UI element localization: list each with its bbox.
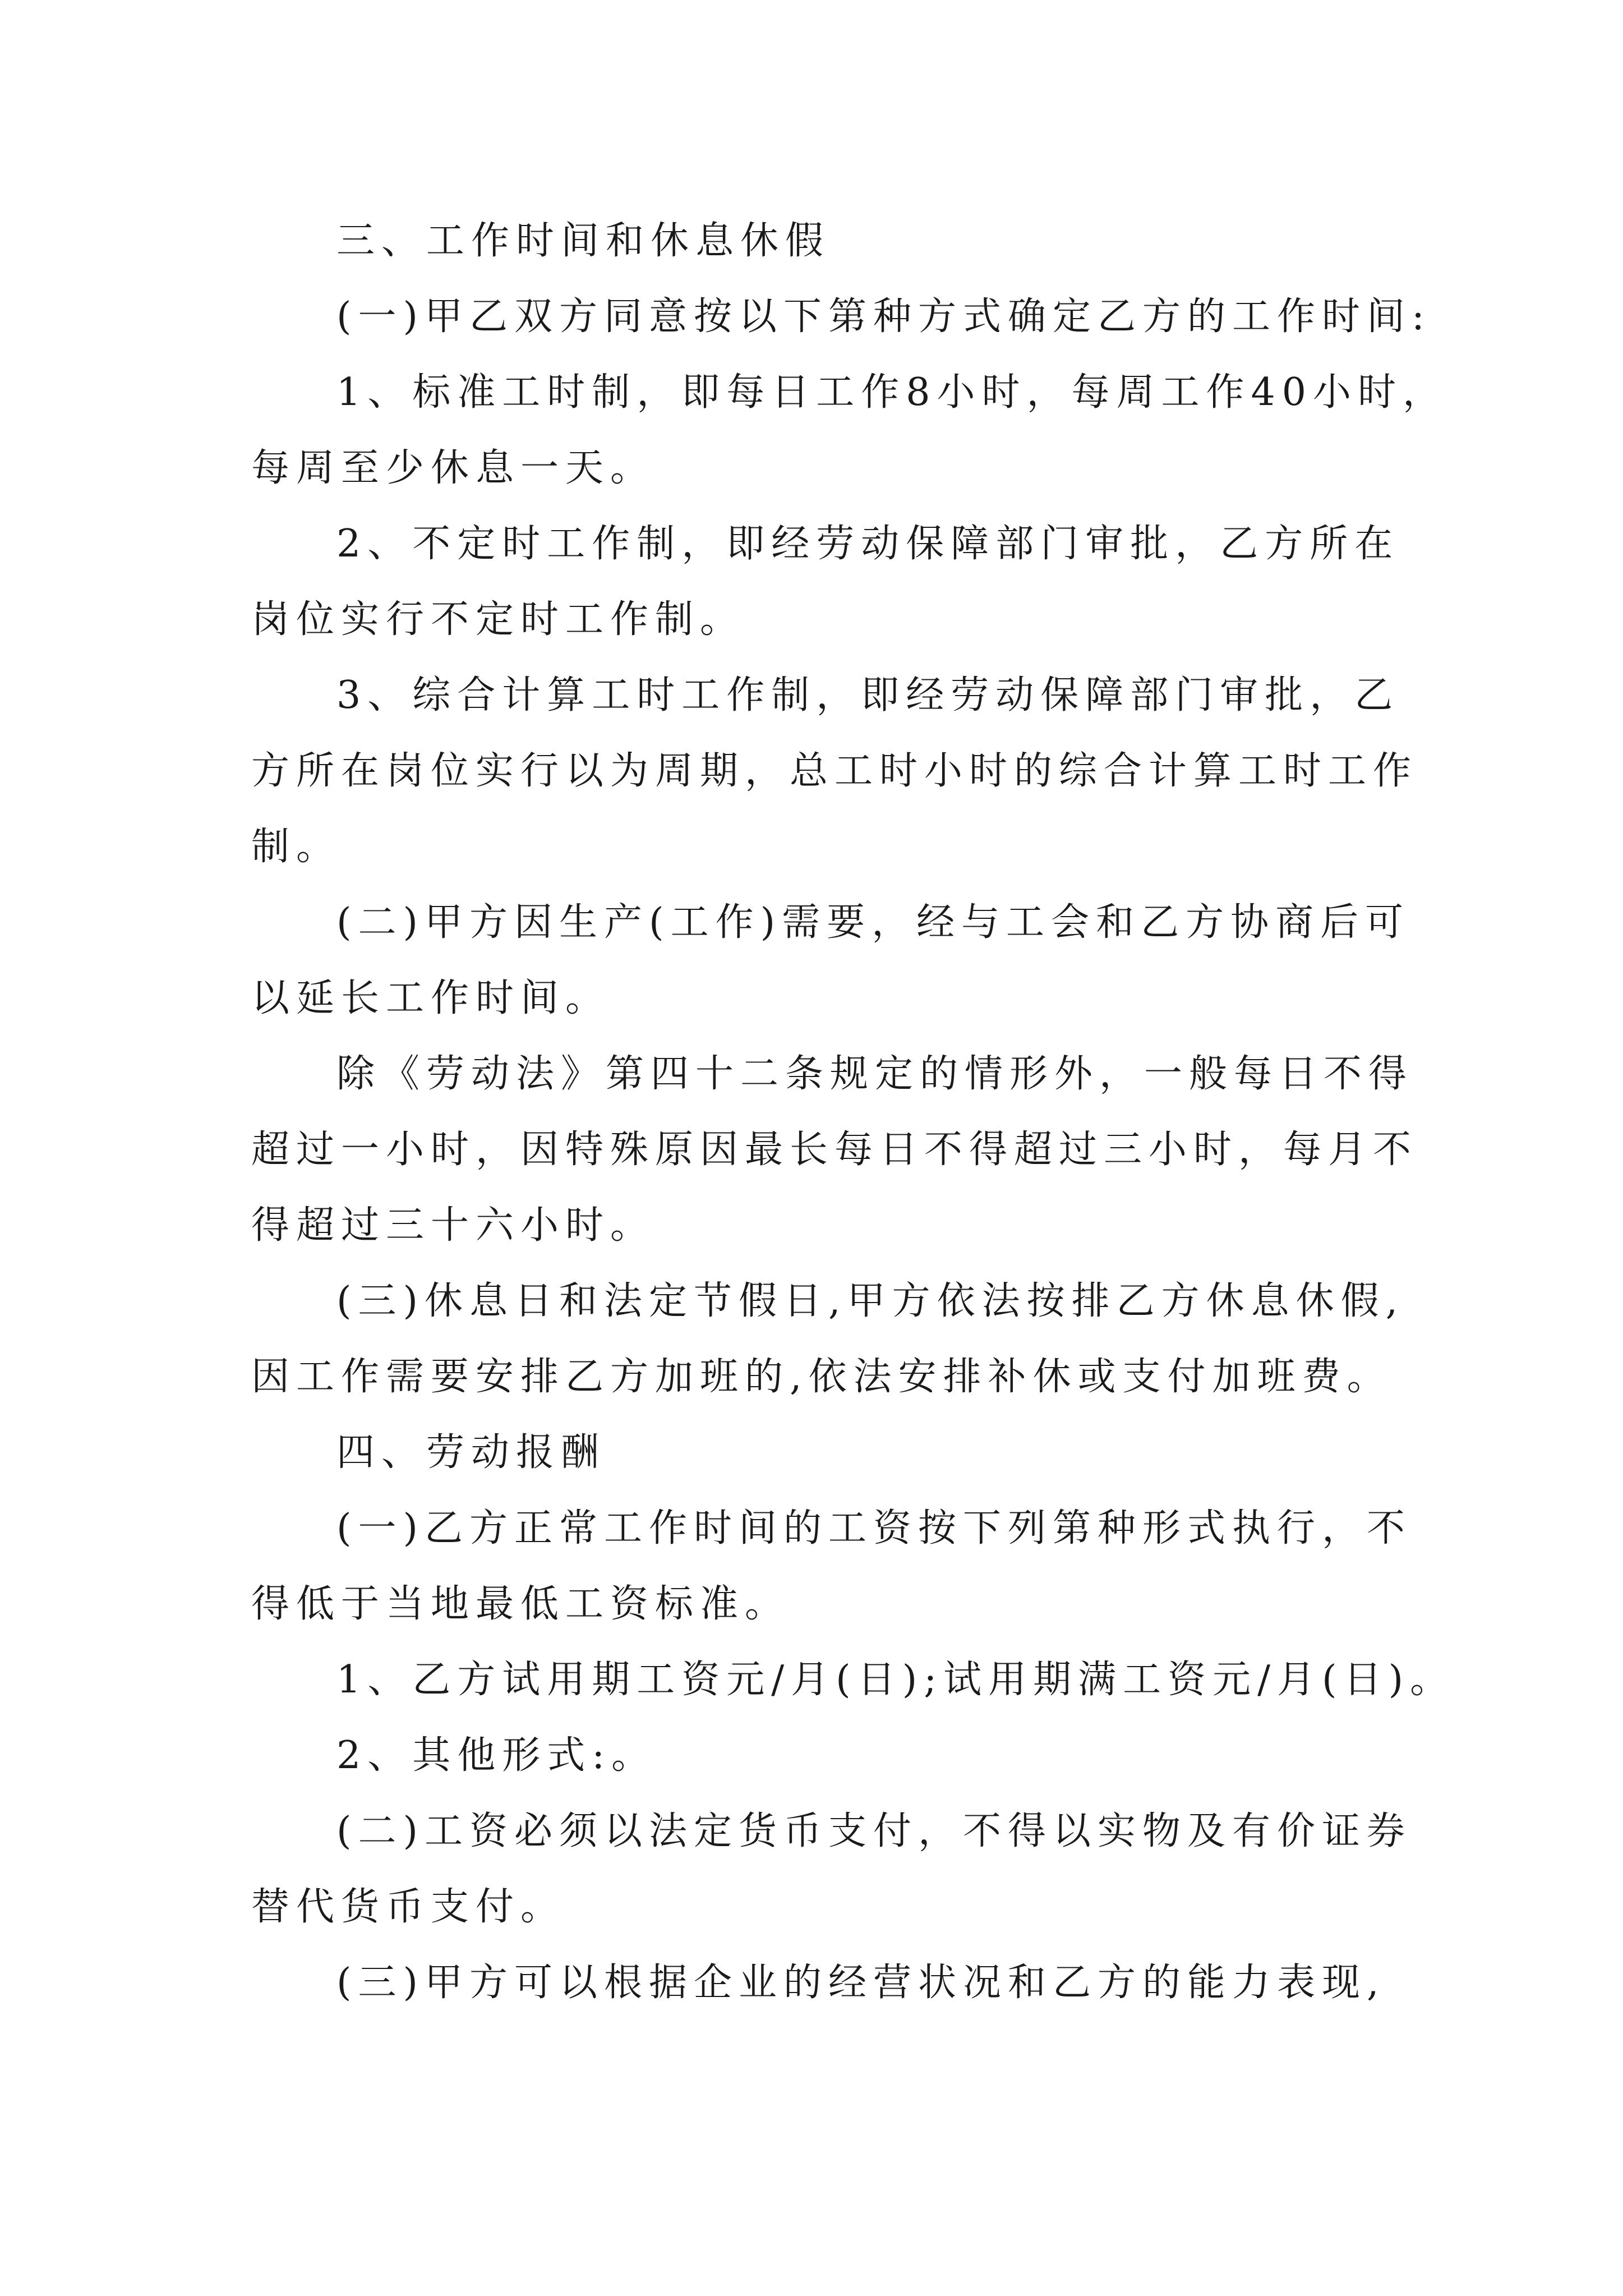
paragraph-line: 3、综合计算工时工作制，即经劳动保障部门审批，乙 [336,673,1400,717]
paragraph-line: 超过一小时，因特殊原因最长每日不得超过三小时，每月不 [251,1128,1418,1172]
paragraph-line: 1、乙方试用期工资元/月(日);试用期满工资元/月(日)。 [336,1658,1455,1702]
paragraph-line: (一)甲乙双方同意按以下第种方式确定乙方的工作时间: [336,295,1431,339]
paragraph-line: 以延长工作时间。 [251,976,611,1020]
paragraph-line: (二)甲方因生产(工作)需要，经与工会和乙方协商后可 [336,900,1410,945]
paragraph-line: 1、标准工时制，即每日工作8小时，每周工作40小时， [336,370,1448,415]
paragraph-line: 岗位实行不定时工作制。 [251,597,745,642]
paragraph-line: 因工作需要安排乙方加班的,依法安排补休或支付加班费。 [251,1355,1392,1399]
paragraph-line: 替代货币支付。 [251,1885,566,1929]
section-heading-work-hours: 三、工作时间和休息休假 [336,219,831,263]
section-heading-compensation: 四、劳动报酬 [336,1430,606,1475]
paragraph-line: (二)工资必须以法定货币支付，不得以实物及有价证券 [336,1809,1412,1853]
paragraph-line: (三)甲方可以根据企业的经营状况和乙方的能力表现, [336,1961,1386,2005]
paragraph-line: 方所在岗位实行以为周期，总工时小时的综合计算工时工作 [251,749,1418,793]
paragraph-line: (一)乙方正常工作时间的工资按下列第种形式执行，不 [336,1506,1412,1550]
paragraph-line: 制。 [251,825,342,869]
paragraph-line: 得超过三十六小时。 [251,1203,656,1248]
paragraph-line: 2、不定时工作制，即经劳动保障部门审批，乙方所在 [336,522,1400,566]
paragraph-line: 2、其他形式:。 [336,1733,657,1778]
paragraph-line: 得低于当地最低工资标准。 [251,1582,790,1626]
paragraph-line: 除《劳动法》第四十二条规定的情形外，一般每日不得 [336,1052,1414,1096]
paragraph-line: (三)休息日和法定节假日,甲方依法按排乙方休息休假, [336,1279,1405,1323]
paragraph-line: 每周至少休息一天。 [251,446,656,490]
